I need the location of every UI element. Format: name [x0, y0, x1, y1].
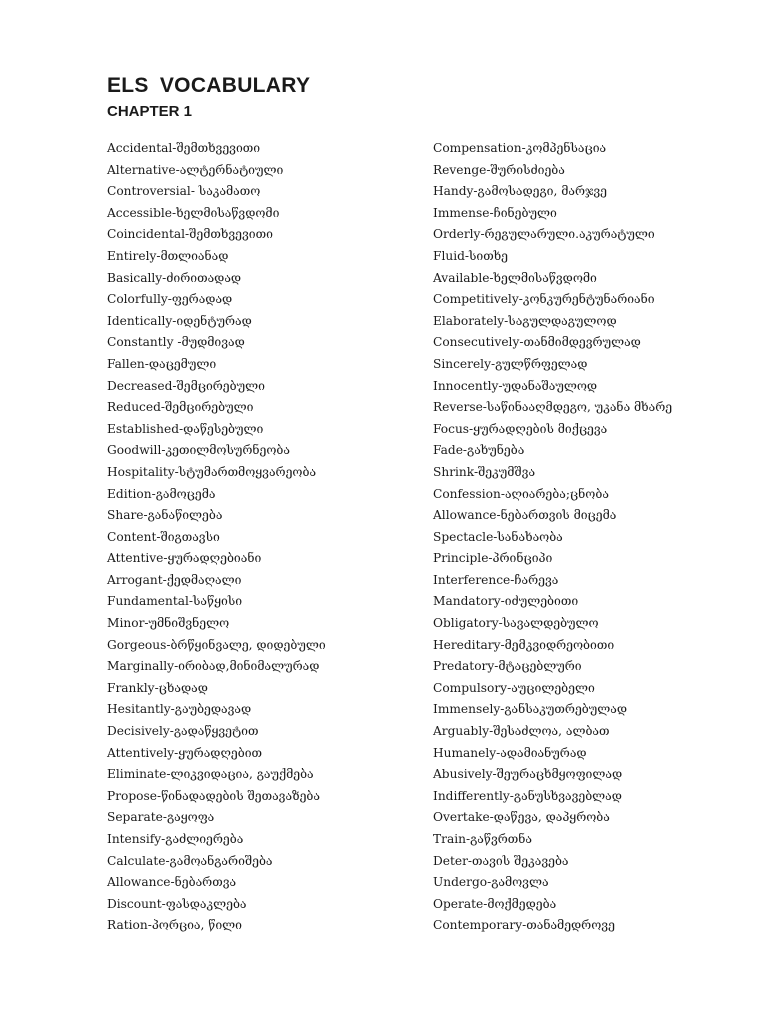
- vocabulary-entry: Elaborately-საგულდაგულოდ: [433, 313, 617, 328]
- vocabulary-entry: Abusively-შეურაცხმყოფილად: [433, 767, 623, 782]
- vocabulary-entry: Revenge-შურისძიება: [433, 162, 565, 177]
- vocabulary-entry: Hesitantly-გაუბედავად: [107, 702, 252, 717]
- vocabulary-entry: Accessible-ხელმისაწვდომი: [107, 205, 280, 220]
- vocabulary-entry: Sincerely-გულწრფელად: [433, 356, 588, 371]
- vocabulary-entry: Train-გაწვრთნა: [433, 832, 532, 846]
- vocabulary-entry: Contemporary-თანამედროვე: [433, 918, 615, 933]
- vocabulary-entry: Minor-უმნიშვნელო: [107, 616, 230, 631]
- vocabulary-entry: Ration-პორცია, წილი: [107, 918, 242, 933]
- vocabulary-entry: Separate-გაყოფა: [107, 810, 215, 825]
- vocabulary-entry: Competitively-კონკურენტუნარიანი: [433, 292, 655, 307]
- vocabulary-entry: Hospitality-სტუმართმოყვარეობა: [107, 464, 317, 479]
- vocabulary-entry: Reverse-საწინააღმდეგო, უკანა მხარე: [433, 400, 673, 415]
- vocabulary-entry: Discount-ფასდაკლება: [107, 896, 247, 911]
- vocabulary-entry: Humanely-ადამიანურად: [433, 745, 587, 760]
- vocabulary-entry: Basically-ძირითადად: [107, 270, 242, 285]
- vocabulary-entry: Arrogant-ქედმაღალი: [107, 572, 242, 587]
- vocabulary-entry: Content-შიგთავსი: [107, 529, 220, 544]
- vocabulary-entry: Orderly-რეგულარული.აკურატული: [433, 227, 655, 242]
- vocabulary-entry: Entirely-მთლიანად: [107, 248, 229, 263]
- vocabulary-entry: Propose-წინადადების შეთავაზება: [107, 788, 320, 803]
- vocabulary-entry: Accidental-შემთხვევითი: [107, 141, 261, 155]
- vocabulary-entry: Intensify-გაძლიერება: [107, 832, 244, 846]
- vocabulary-entry: Reduced-შემცირებული: [107, 400, 254, 415]
- vocabulary-entry: Confession-აღიარება;ცნობა: [433, 486, 609, 501]
- vocabulary-entry: Spectacle-სანახაობა: [433, 529, 563, 544]
- vocabulary-entry: Decisively-გადაწყვეტით: [107, 724, 259, 739]
- vocabulary-entry: Shrink-შეკუმშვა: [433, 464, 536, 479]
- vocabulary-entry: Mandatory-იძულებითი: [433, 594, 579, 609]
- vocabulary-entry: Overtake-დაწევა, დაპყრობა: [433, 810, 610, 825]
- vocabulary-entry: Hereditary-მემკვიდრეობითი: [433, 637, 615, 652]
- vocabulary-entry: Fluid-სითხე: [433, 248, 509, 263]
- vocabulary-entry: Focus-ყურადღების მიქცევა: [433, 421, 608, 436]
- vocabulary-entry: Compulsory-აუცილებელი: [433, 680, 595, 695]
- vocabulary-entry: Eliminate-ლიკვიდაცია, გაუქმება: [107, 767, 314, 782]
- vocabulary-entry: Attentively-ყურადღებით: [107, 745, 263, 760]
- vocabulary-entry: Controversial- საკამათო: [107, 184, 261, 199]
- vocabulary-column-right: [433, 138, 753, 937]
- vocabulary-entry: Colorfully-ფერადად: [107, 292, 233, 307]
- vocabulary-entry: Share-განაწილება: [107, 508, 223, 523]
- vocabulary-entry: Consecutively-თანმიმდევრულად: [433, 335, 641, 350]
- vocabulary-column-left: [107, 138, 422, 937]
- vocabulary-entry: Allowance-ნებართვის მიცემა: [433, 508, 617, 523]
- vocabulary-entry: Innocently-უდანაშაულოდ: [433, 378, 598, 393]
- vocabulary-entry: Alternative-ალტერნატიული: [107, 162, 284, 177]
- vocabulary-entry: Attentive-ყურადღებიანი: [107, 551, 262, 566]
- vocabulary-entry: Undergo-გამოვლა: [433, 875, 549, 890]
- vocabulary-entry: Decreased-შემცირებული: [107, 378, 265, 393]
- vocabulary-entry: Coincidental-შემთხვევითი: [107, 227, 273, 242]
- vocabulary-entry: Compensation-კომპენსაცია: [433, 141, 607, 155]
- vocabulary-entry: Edition-გამოცემა: [107, 486, 216, 501]
- page-title: ELS VOCABULARY: [107, 74, 311, 97]
- vocabulary-entry: Operate-მოქმედება: [433, 896, 557, 911]
- vocabulary-entry: Goodwill-კეთილმოსურნეობა: [107, 443, 290, 458]
- vocabulary-entry: Interference-ჩარევა: [433, 572, 559, 587]
- vocabulary-entry: Handy-გამოსადეგი, მარჯვე: [433, 184, 607, 199]
- vocabulary-entry: Identically-იდენტურად: [107, 313, 252, 328]
- chapter-title: CHAPTER 1: [107, 103, 193, 120]
- vocabulary-entry: Available-ხელმისაწვდომი: [433, 270, 597, 285]
- vocabulary-entry: Frankly-ცხადად: [107, 680, 208, 695]
- vocabulary-entry: Arguably-შესაძლოა, ალბათ: [433, 724, 610, 739]
- vocabulary-entry: Fundamental-საწყისი: [107, 594, 243, 609]
- vocabulary-entry: Constantly -მუდმივად: [107, 335, 245, 350]
- vocabulary-entry: Established-დაწესებული: [107, 421, 264, 436]
- vocabulary-entry: Gorgeous-ბრწყინვალე, დიდებული: [107, 637, 326, 652]
- vocabulary-entry: Principle-პრინციპი: [433, 551, 553, 566]
- vocabulary-entry: Predatory-მტაცებლური: [433, 659, 582, 674]
- vocabulary-entry: Indifferently-განუსხვავებლად: [433, 788, 622, 803]
- vocabulary-entry: Deter-თავის შეკავება: [433, 853, 569, 868]
- vocabulary-entry: Fade-გახუნება: [433, 443, 525, 458]
- vocabulary-entry: Immensely-განსაკუთრებულად: [433, 702, 627, 717]
- vocabulary-entry: Calculate-გამოანგარიშება: [107, 853, 273, 868]
- vocabulary-entry: Immense-ჩინებული: [433, 205, 557, 220]
- vocabulary-entry: Obligatory-სავალდებულო: [433, 616, 599, 631]
- vocabulary-entry: Marginally-ირიბად,მინიმალურად: [107, 659, 320, 674]
- vocabulary-entry: Fallen-დაცემული: [107, 356, 217, 371]
- vocabulary-entry: Allowance-ნებართვა: [107, 875, 237, 890]
